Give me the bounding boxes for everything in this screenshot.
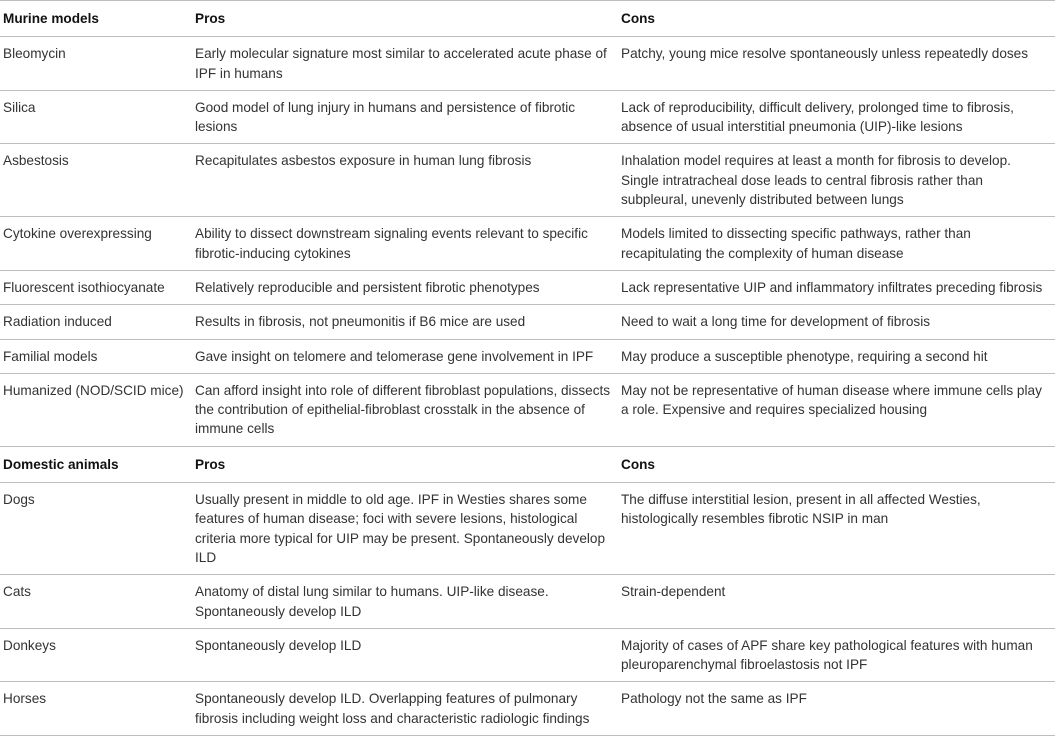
pros-cell: Anatomy of distal lung similar to humans. UIP-like disease. Spontaneously develop ILD	[191, 575, 617, 629]
cons-cell: May not be representative of human disease where immune cells play a role. Expensive and requires specialized housing	[617, 373, 1055, 446]
table-row	[0, 217, 1055, 271]
pros-cell: Gave insight on telomere and telomerase gene involvement in IPF	[191, 339, 617, 373]
cons-cell: Patchy, young mice resolve spontaneously unless repeatedly doses	[617, 37, 1055, 91]
pros-cell: Results in fibrosis, not pneumonitis if B6 mice are used	[191, 305, 617, 339]
pros-cell: Recapitulates asbestos exposure in human lung fibrosis	[191, 144, 617, 217]
table-row	[0, 682, 1055, 736]
table-row	[0, 90, 1055, 144]
cons-cell: May produce a susceptible phenotype, requiring a second hit	[617, 339, 1055, 373]
pros-cell: Usually present in middle to old age. IPF in Westies shares some features of human disease; foci with severe lesions, histological criteria more typical for UIP may be present. Spontaneously develop ILD	[191, 483, 617, 575]
pros-cell: Good model of lung injury in humans and persistence of fibrotic lesions	[191, 90, 617, 144]
model-name-cell: Humanized (NOD/SCID mice)	[0, 373, 191, 446]
model-name-cell: Cats	[0, 575, 191, 629]
model-name-cell: Familial models	[0, 339, 191, 373]
cons-cell: The diffuse interstitial lesion, present in all affected Westies, histologically resembles fibrotic NSIP in man	[617, 483, 1055, 575]
cons-cell: Strain-dependent	[617, 575, 1055, 629]
cons-cell: Lack of reproducibility, difficult delivery, prolonged time to fibrosis, absence of usual interstitial pneumonia (UIP)-like lesions	[617, 90, 1055, 144]
table-row	[0, 575, 1055, 629]
column-header-cons: Cons	[617, 1, 1055, 37]
murine-header-row	[0, 1, 1055, 37]
model-name-cell: Donkeys	[0, 628, 191, 682]
table-row	[0, 37, 1055, 91]
table-row	[0, 305, 1055, 339]
column-header-pros: Pros	[191, 446, 617, 482]
cons-cell: Pathology not the same as IPF	[617, 682, 1055, 736]
model-name-cell: Dogs	[0, 483, 191, 575]
pros-cell: Ability to dissect downstream signaling events relevant to specific fibrotic-inducing cytokines	[191, 217, 617, 271]
pros-cell: Early molecular signature most similar to accelerated acute phase of IPF in humans	[191, 37, 617, 91]
cons-cell: Inhalation model requires at least a month for fibrosis to develop. Single intratracheal dose leads to central fibrosis rather than subpleural, unevenly distributed between lungs	[617, 144, 1055, 217]
pros-cell: Relatively reproducible and persistent fibrotic phenotypes	[191, 270, 617, 304]
cons-cell: Need to wait a long time for development of fibrosis	[617, 305, 1055, 339]
model-name-cell: Bleomycin	[0, 37, 191, 91]
pros-cell: Can afford insight into role of different fibroblast populations, dissects the contribution of epithelial-fibroblast crosstalk in the absence of immune cells	[191, 373, 617, 446]
cons-cell: Lack representative UIP and inflammatory infiltrates preceding fibrosis	[617, 270, 1055, 304]
column-header-cons: Cons	[617, 446, 1055, 482]
column-header-model: Domestic animals	[0, 446, 191, 482]
cons-cell: Majority of cases of APF share key pathological features with human pleuroparenchymal fibroelastosis not IPF	[617, 628, 1055, 682]
table-row	[0, 144, 1055, 217]
domestic-header-row	[0, 446, 1055, 482]
column-header-model: Murine models	[0, 1, 191, 37]
table-row	[0, 373, 1055, 446]
pros-cell: Spontaneously develop ILD. Overlapping features of pulmonary fibrosis including weight loss and characteristic radiologic findings	[191, 682, 617, 736]
model-name-cell: Radiation induced	[0, 305, 191, 339]
table-row	[0, 339, 1055, 373]
table-row	[0, 270, 1055, 304]
model-name-cell: Fluorescent isothiocyanate	[0, 270, 191, 304]
table-row	[0, 628, 1055, 682]
pros-cell: Spontaneously develop ILD	[191, 628, 617, 682]
model-name-cell: Silica	[0, 90, 191, 144]
model-name-cell: Cytokine overexpressing	[0, 217, 191, 271]
column-header-pros: Pros	[191, 1, 617, 37]
model-name-cell: Horses	[0, 682, 191, 736]
table-row	[0, 483, 1055, 575]
model-name-cell: Asbestosis	[0, 144, 191, 217]
cons-cell: Models limited to dissecting specific pathways, rather than recapitulating the complexity of human disease	[617, 217, 1055, 271]
